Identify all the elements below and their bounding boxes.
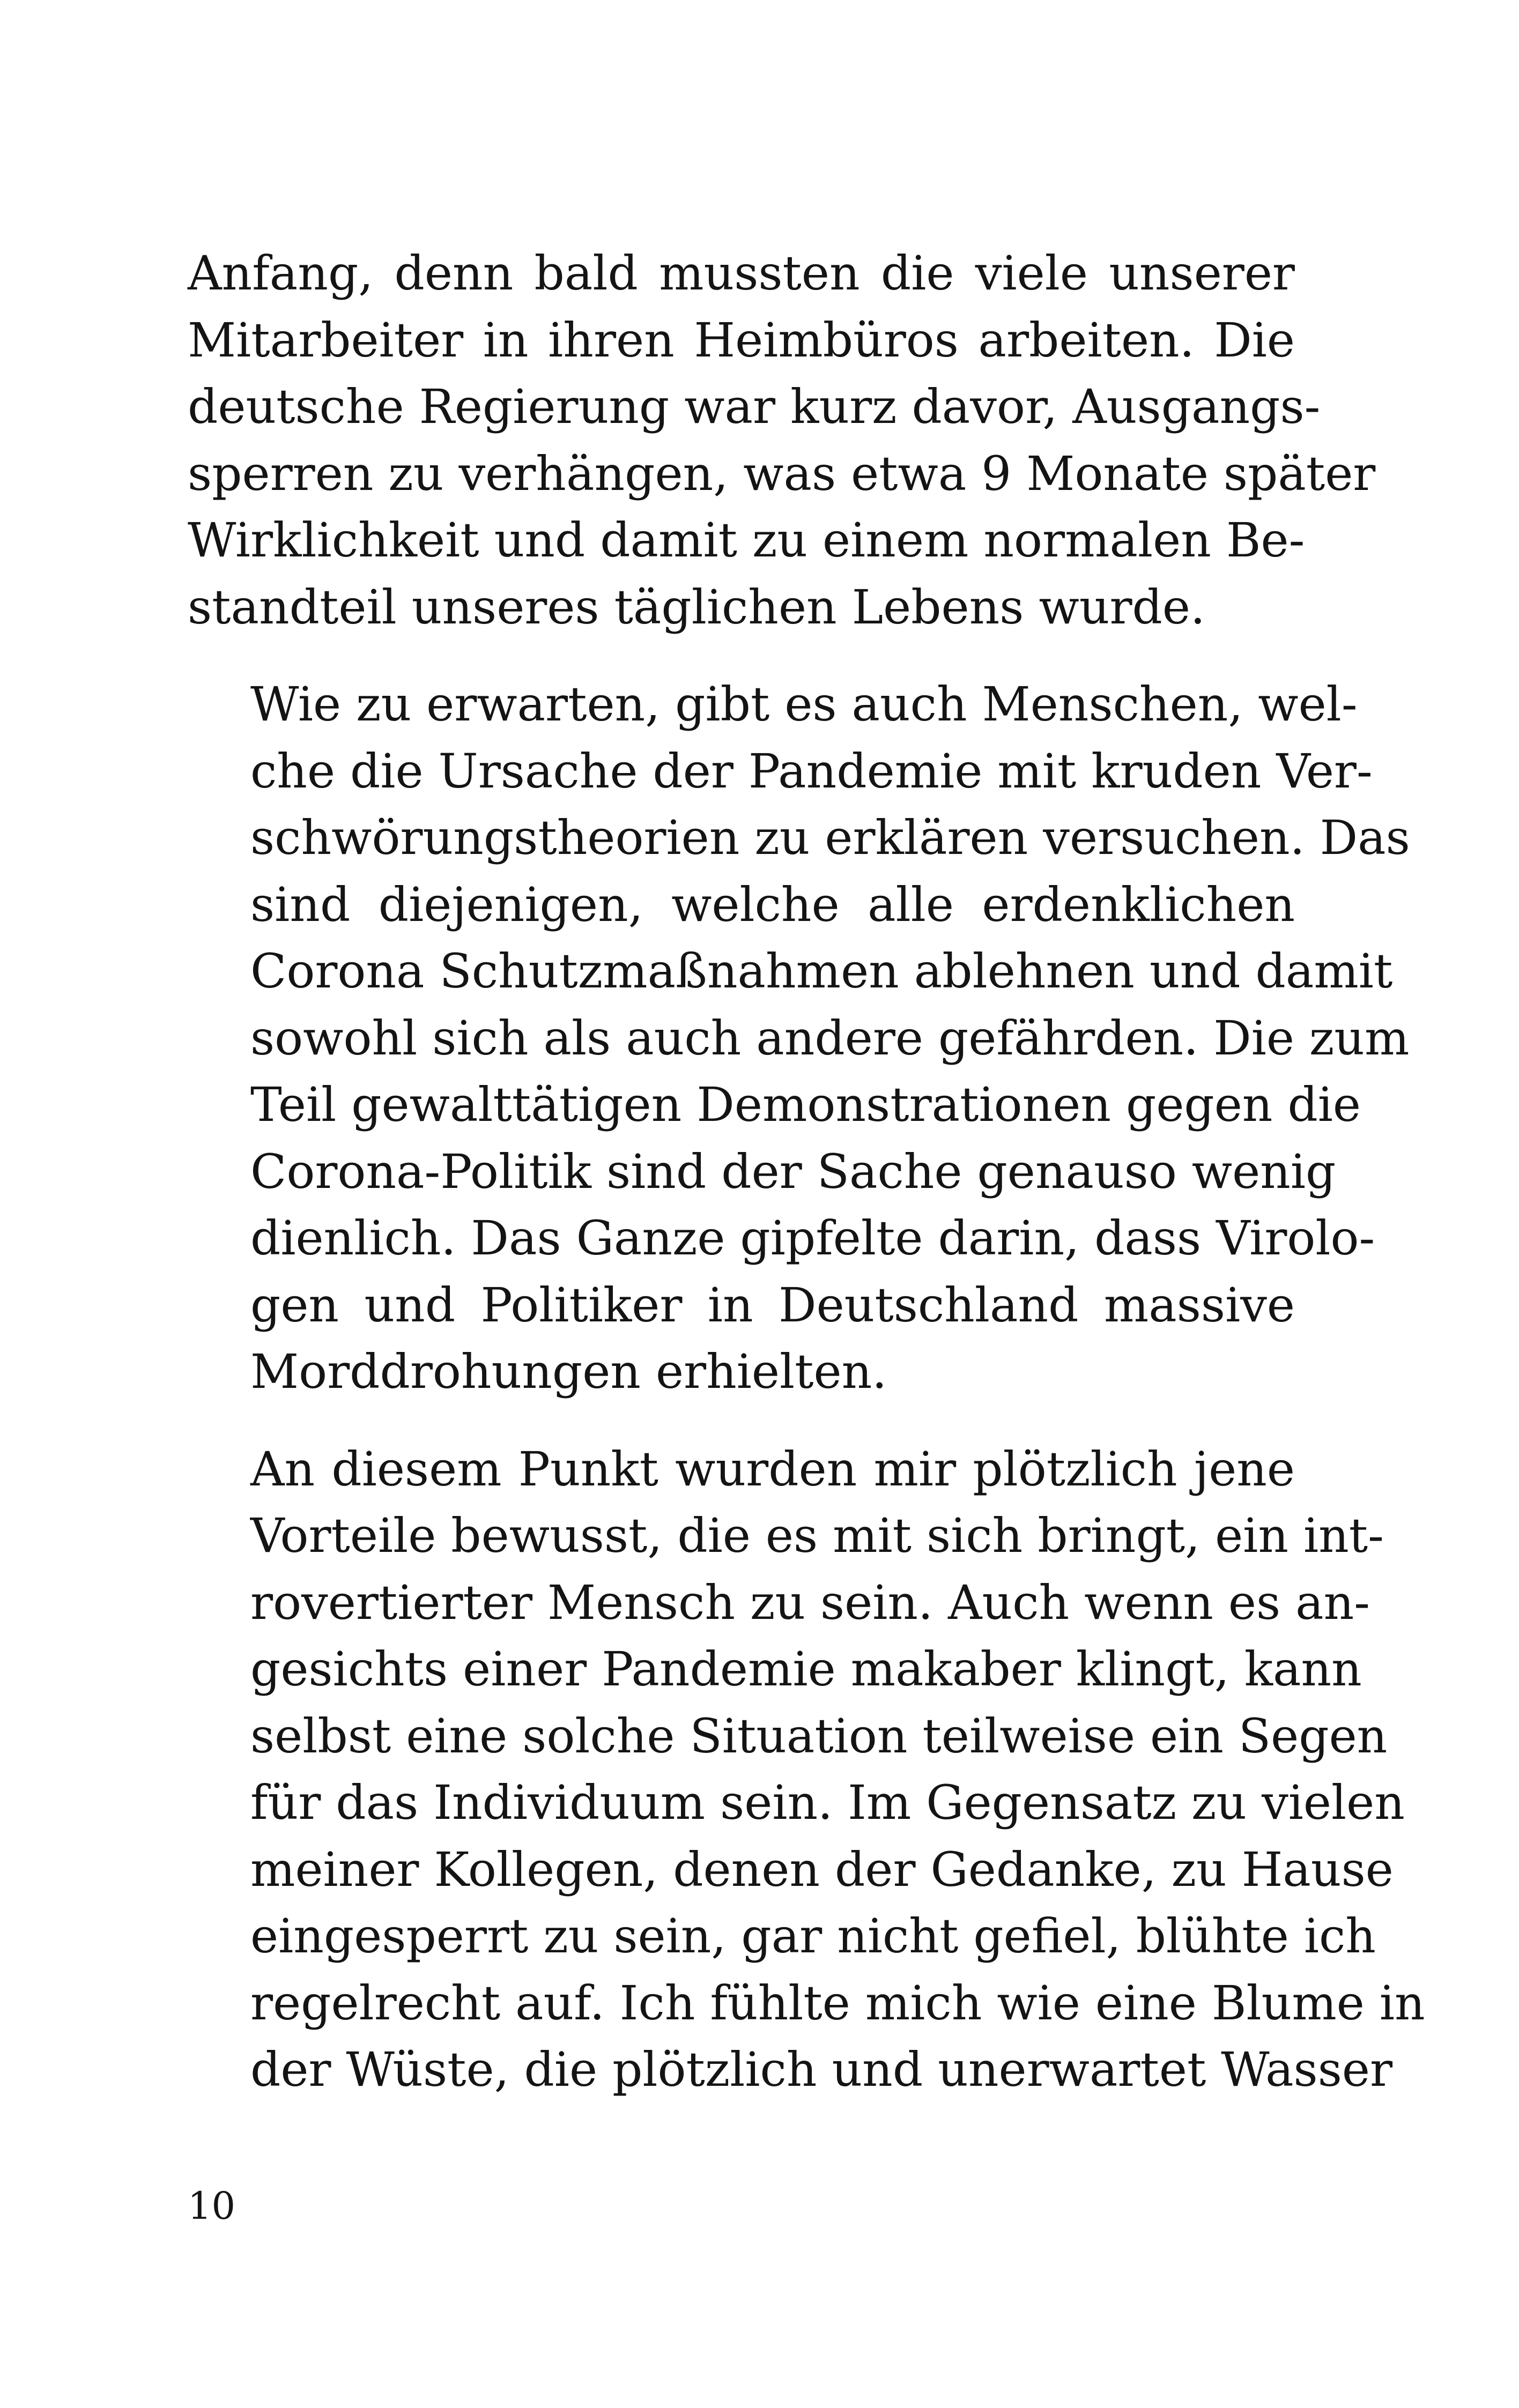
text-line: für das Individuum sein. Im Gegensatz zu vielen	[250, 1775, 1405, 1830]
text-line: deutsche Regierung war kurz davor, Ausgangs-	[188, 379, 1321, 434]
text-line: Corona-Politik sind der Sache genauso wenig	[250, 1143, 1336, 1199]
text-line: dienlich. Das Ganze gipfelte darin, dass Virolo-	[250, 1210, 1375, 1266]
paragraph-3	[188, 1436, 1425, 2104]
text-line: standteil unseres täglichen Lebens wurde.	[188, 579, 1205, 635]
text-line: rovertierter Mensch zu sein. Auch wenn es an-	[250, 1574, 1370, 1630]
text-line: der Wüste, die plötzlich und unerwartet Wasser	[250, 2042, 1393, 2097]
text-line: Mitarbeiter in ihren Heimbüros arbeiten. Die	[188, 312, 1295, 368]
text-line: eingesperrt zu sein, gar nicht gefiel, blühte ich	[250, 1908, 1376, 1964]
text-line: che die Ursache der Pandemie mit kruden Ver-	[250, 743, 1373, 799]
body-text	[188, 240, 1425, 2104]
text-line: meiner Kollegen, denen der Gedanke, zu Hause	[250, 1841, 1394, 1897]
text-line: Vorteile bewusst, die es mit sich bringt, ein int-	[250, 1508, 1384, 1563]
text-line: An diesem Punkt wurden mir plötzlich jene	[250, 1441, 1295, 1497]
text-line: gen und Politiker in Deutschland massive	[250, 1277, 1295, 1333]
text-line: sind diejenigen, welche alle erdenklichen	[250, 876, 1295, 932]
text-line: sowohl sich als auch andere gefährden. Die zum	[250, 1010, 1410, 1066]
text-line: schwörungstheorien zu erklären versuchen. Das	[250, 810, 1410, 865]
text-line: Anfang, denn bald mussten die viele unserer	[188, 246, 1295, 301]
text-line: Wirklichkeit und damit zu einem normalen Be-	[188, 512, 1305, 568]
text-line: Teil gewalttätigen Demonstrationen gegen die	[250, 1077, 1361, 1132]
text-line: regelrecht auf. Ich fühlte mich wie eine Blume in	[250, 1975, 1425, 2031]
text-line: Corona Schutzmaßnahmen ablehnen und damit	[250, 943, 1393, 999]
paragraph-1	[188, 240, 1376, 641]
text-line: Wie zu erwarten, gibt es auch Menschen, wel-	[250, 677, 1358, 732]
text-line: gesichts einer Pandemie makaber klingt, kann	[250, 1641, 1362, 1697]
text-line: sperren zu verhängen, was etwa 9 Monate später	[188, 445, 1376, 501]
page-number: 10	[188, 2184, 236, 2228]
text-line: selbst eine solche Situation teilweise ein Segen	[250, 1708, 1388, 1764]
text-line: Morddrohungen erhielten.	[250, 1344, 887, 1399]
paragraph-2	[188, 671, 1410, 1406]
